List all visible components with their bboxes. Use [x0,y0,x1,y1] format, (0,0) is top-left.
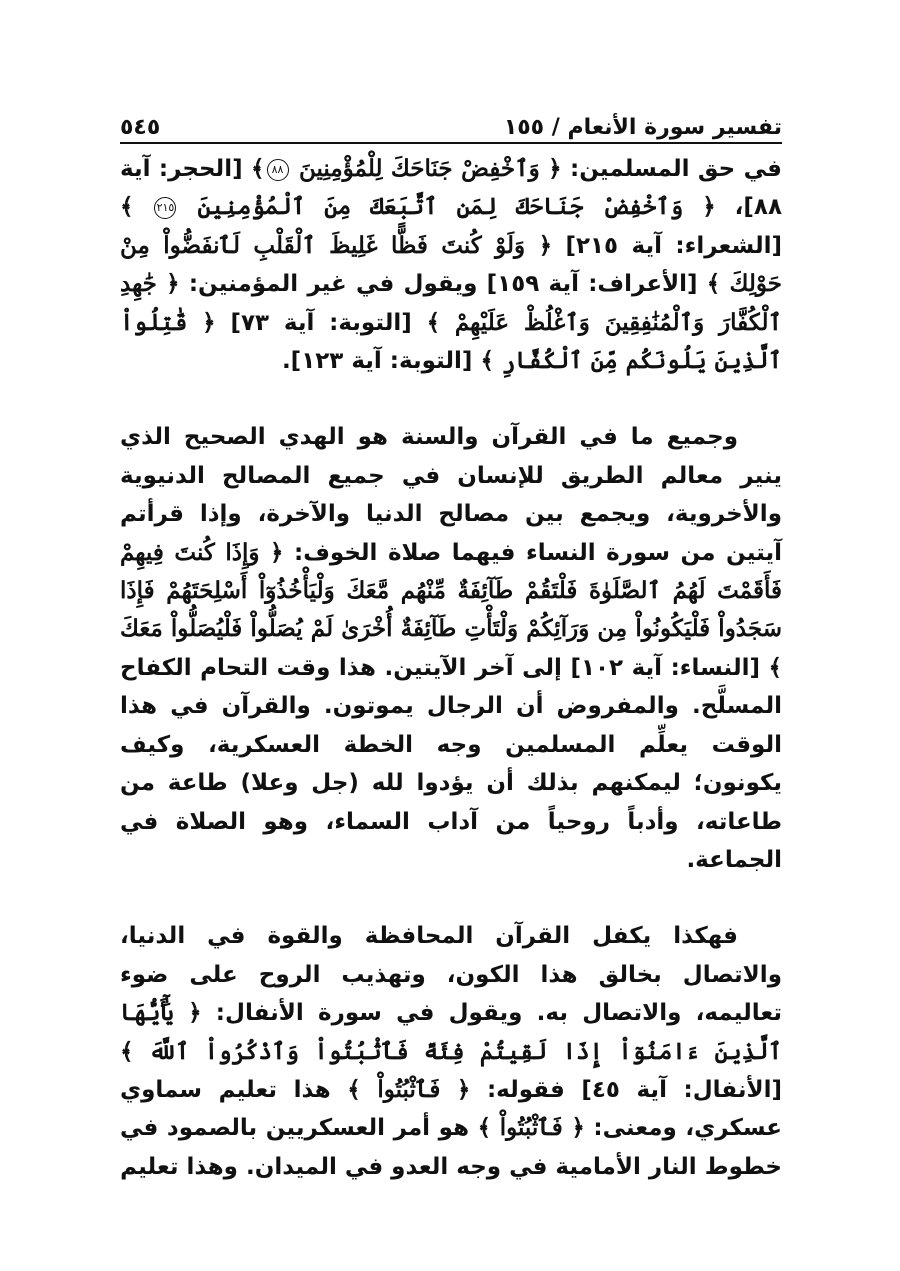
body-text: [الأعراف: آية ١٥٩] ويقول في غير المؤمنين: [179,271,707,298]
quran-quote: ﴿ فَٱثْبُتُواْ ﴾ [347,1075,471,1103]
body-text: [الحجر: آية ٨٨]، [120,156,782,221]
page-header [120,100,782,140]
quran-quote: ﴿ وَٱخْفِضْ جَنَاحَكَ لِلْمُؤْمِنِينَ [290,155,562,182]
body-text: هو أمر العسكريين بالصمود في خطوط النار الأمامية في وجه العدو في الميدان. وهذا تعليم [120,1115,782,1180]
body-text: [التوبة: آية ٧٣] [215,309,427,336]
quran-quote: ﴿ جَٰهِدِ ٱلْكُفَّارَ وَٱلْمُنَٰفِقِينَ وَٱغْلُظْ عَلَيْهِمْ ﴾ [120,270,782,336]
quran-quote: ﴿ وَإِذَا كُنتَ فِيهِمْ فَأَقَمْتَ لَهُمُ ٱلصَّلَوٰةَ فَلْتَقُمْ طَآئِفَةٌ مِّنْهُم مَّعَكَ وَلْيَأْخُذُوٓاْ أَسْلِحَتَهُمْ فَإِذَا سَجَدُواْ فَلْيَكُونُواْ مِن وَرَآئِكُمْ وَلْتَأْتِ طَآئِفَةٌ أُخْرَىٰ لَمْ يُصَلُّواْ فَلْيُصَلُّواْ مَعَكَ ﴾ [120,538,782,681]
page-body [120,150,782,1186]
quran-quote: ﴾ [251,155,265,182]
quran-quote: ﴾ [120,193,153,221]
paragraph-2 [120,418,782,879]
paragraph-gap [120,879,782,917]
quran-quote: ﴿ فَٱثْبُتُواْ ﴾ [477,1114,585,1142]
paragraph-1 [120,150,782,380]
paragraph-3 [120,917,782,1186]
ayah-number-mark: ٨٨ [267,159,289,181]
quran-quote: ﴿ قَٰتِلُواْ ٱلَّذِينَ يَلُونَكُم مِّنَ ٱلْكُفَّارِ ﴾ [120,308,782,375]
quran-quote: ﴿ وَٱخْفِضْ جَنَاحَكَ لِمَنِ ٱتَّبَعَكَ مِنَ ٱلْمُؤْمِنِينَ [178,193,716,221]
body-text: [التوبة: آية ١٢٣]. [281,348,481,375]
quran-quote: ﴿ وَلَوْ كُنتَ فَظًّا غَلِيظَ ٱلْقَلْبِ لَٱنفَضُّواْ مِنْ حَوْلِكَ ﴾ [120,231,782,298]
body-text: هذا تعليم سماوي عسكري، ومعنى: [120,1076,782,1142]
body-text: [الشعراء: آية ٢١٥] [552,232,782,259]
body-text: فهكذا يكفل القرآن المحافظة والقوة في الدنيا، والاتصال بخالق هذا الكون، وتهذيب الروح على ضوء تعاليمه، والاتصال به. ويقول في سورة الأنفال: [120,923,782,1027]
paragraph-gap [120,380,782,418]
body-text: [النساء: آية ١٠٢] إلى آخر الآيتين. هذا وقت التحام الكفاح المسلَّح. والمفروض أن الرجال يموتون. والقرآن في هذا الوقت يعلِّم المسلمين وجه الخطة العسكرية، وكيف يكونون؛ ليمكنهم بذلك أن يؤدوا لله (جل وعلا) طاعة من طاعاته، وأدباً روحياً من آداب السماء، وهو الصلاة في الجماعة. [120,654,782,873]
body-text: [الأنفال: آية ٤٥] فقوله: [470,1076,783,1103]
body-text: وجميع ما في القرآن والسنة هو الهدي الصحيح الذي ينير معالم الطريق للإنسان في جميع المصالح الدنيوية والأخروية، ويجمع بين مصالح الدنيا والآخرة، وإذا قرأتم آيتين من سورة النساء فيهما صلاة الخوف: [120,424,782,566]
page-number: ٥٤٥ [120,115,161,140]
ayah-number-mark: ٢١٥ [154,197,176,219]
header-rule [120,142,782,144]
running-title: تفسير سورة الأنعام / ١٥٥ [503,115,782,140]
body-text: في حق المسلمين: [561,156,782,182]
quran-quote: ﴿ يَٰٓأَيُّهَا ٱلَّذِينَ ءَامَنُوٓاْ إِذَا لَقِيتُمْ فِئَةً فَٱثْبُتُواْ وَٱذْكُرُواْ ٱللَّهَ ﴾ [120,999,782,1065]
